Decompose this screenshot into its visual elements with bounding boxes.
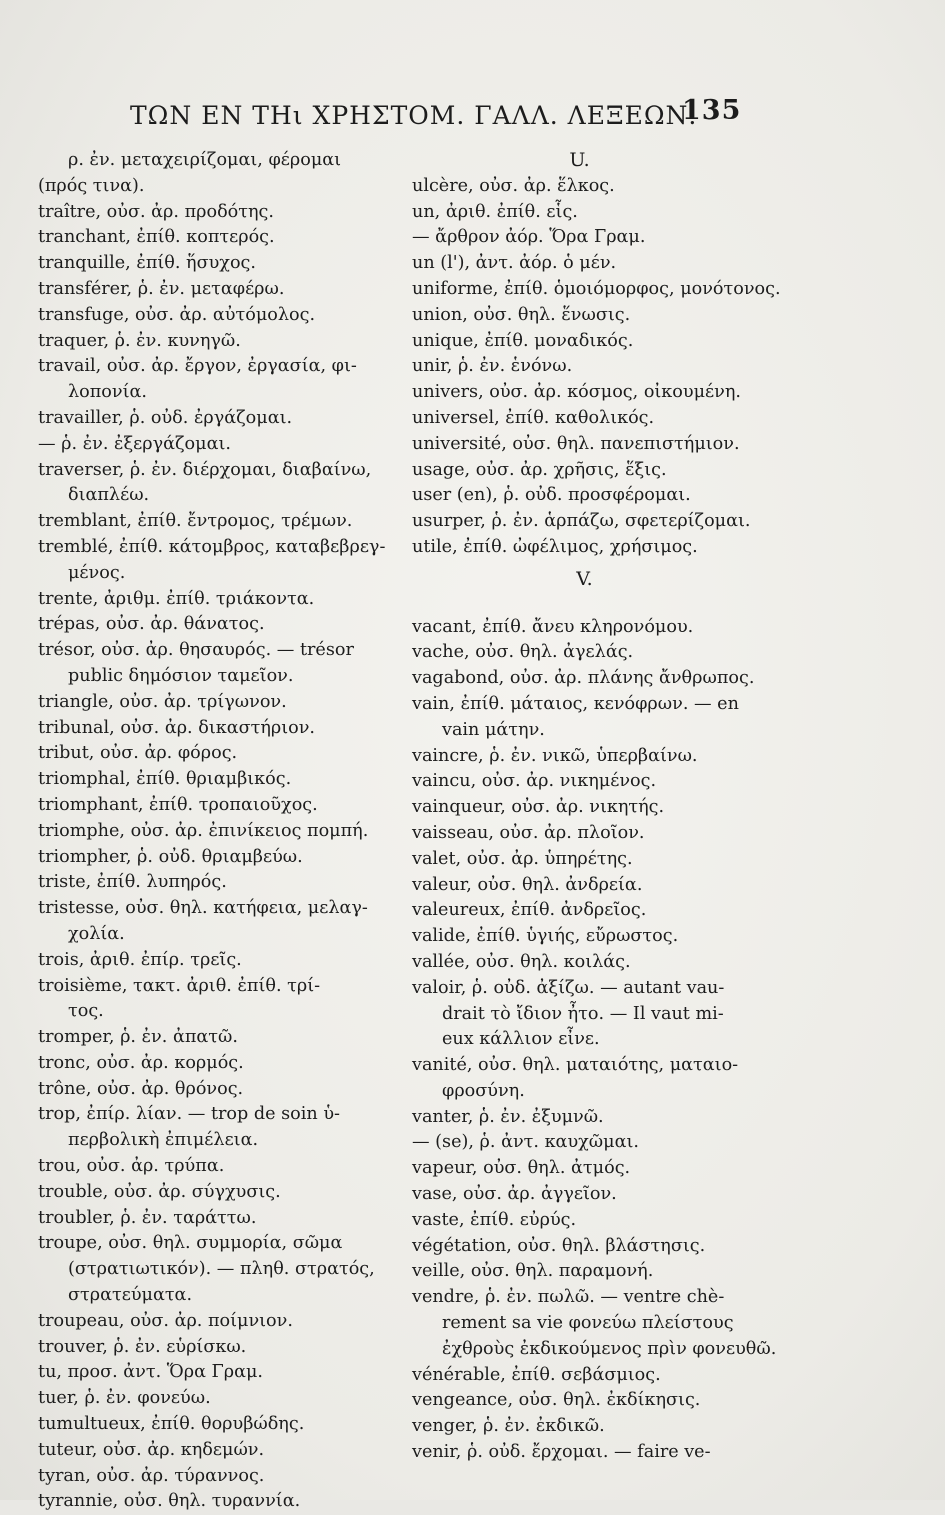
dictionary-entry-line: univers, οὐσ. ἀρ. κόσμος, οἰκουμένη. [412,382,741,403]
dictionary-entry-line: triomphant, ἐπίθ. τροπαιοῦχος. [38,794,318,815]
dictionary-entry-line: valeur, οὐσ. θηλ. ἀνδρεία. [412,874,643,895]
dictionary-entry-line: trop, ἐπίρ. λίαν. — trop de soin ὑ- [38,1104,340,1125]
dictionary-entry-line: usurper, ῥ. ἐν. ἁρπάζω, σφετερίζομαι. [412,511,751,532]
dictionary-entry-line: vacant, ἐπίθ. ἄνευ κληρονόμου. [412,616,694,637]
dictionary-entry-line: triangle, οὐσ. ἀρ. τρίγωνον. [38,691,287,712]
dictionary-entry-line: trou, οὐσ. ἀρ. τρύπα. [38,1156,225,1177]
dictionary-entry-line: περβολικὴ ἐπιμέλεια. [68,1130,259,1151]
dictionary-entry-line: trépas, οὐσ. ἀρ. θάνατος. [38,614,265,635]
dictionary-entry-line: — ἄρθρον ἀόρ. Ὅρα Γραμ. [412,227,646,248]
dictionary-entry-line: triompher, ῥ. οὐδ. θριαμβεύω. [38,846,303,867]
dictionary-entry-line: eux κάλλιον εἶνε. [442,1029,600,1050]
dictionary-entry-line: triste, ἐπίθ. λυπηρός. [38,872,227,893]
dictionary-entry-line: tribut, οὐσ. ἀρ. φόρος. [38,743,238,764]
dictionary-entry-line: (πρός τινα). [38,175,145,196]
dictionary-entry-line: universel, ἐπίθ. καθολικός. [412,407,655,428]
dictionary-entry-line: (στρατιωτικόν). — πληθ. στρατός, [68,1259,375,1280]
dictionary-entry-line: tremblant, ἐπίθ. ἔντρομος, τρέμων. [38,511,353,532]
dictionary-entry-line: vache, οὐσ. θηλ. ἀγελάς. [412,642,634,663]
section-letter-heading: V. [576,567,593,590]
dictionary-entry-line: tromper, ῥ. ἐν. ἀπατῶ. [38,1027,238,1048]
dictionary-entry-line: trésor, οὐσ. ἀρ. θησαυρός. — trésor [38,640,354,661]
dictionary-entry-line: valide, ἐπίθ. ὑγιής, εὔρωστος. [412,926,679,947]
dictionary-entry-line: trouble, οὐσ. ἀρ. σύγχυσις. [38,1181,281,1202]
section-letter-heading: U. [569,149,590,171]
dictionary-entry-line: tribunal, οὐσ. ἀρ. δικαστήριον. [38,717,315,738]
dictionary-entry-line: traverser, ῥ. ἐν. διέρχομαι, διαβαίνω, [38,459,372,480]
right-column [412,148,781,1466]
page-title: ΤΩΝ ΕΝ ΤΗι ΧΡΗΣΤΟΜ. ΓΑΛΛ. ΛΕΞΕΩΝ. [130,101,698,130]
dictionary-entry-line: διαπλέω. [68,485,150,506]
dictionary-entry-line: vanter, ῥ. ἐν. ἐξυμνῶ. [412,1106,604,1127]
dictionary-entry-line: ἐχθροὺς ἐκδικούμενος πρὶν φονευθῶ. [442,1338,777,1359]
dictionary-entry-line: trente, ἀριθμ. ἐπίθ. τριάκοντα. [38,588,315,609]
dictionary-entry-line: vase, οὐσ. ἀρ. ἀγγεῖον. [412,1184,617,1205]
dictionary-entry-line: veille, οὐσ. θηλ. παραμονή. [412,1261,654,1282]
dictionary-entry-line: vain μάτην. [442,719,545,740]
dictionary-entry-line: tremblé, ἐπίθ. κάτομβρος, καταβεβρεγ- [38,536,386,557]
dictionary-entry-line: tumultueux, ἐπίθ. θορυβώδης. [38,1414,305,1435]
dictionary-entry-line: rement sa vie φονεύω πλείστους [442,1313,734,1334]
dictionary-entry-line: union, οὐσ. θηλ. ἕνωσις. [412,304,631,325]
dictionary-entry-line: tyrannie, οὐσ. θηλ. τυραννία. [38,1491,301,1512]
dictionary-entry-line: vengeance, οὐσ. θηλ. ἐκδίκησις. [412,1390,701,1411]
dictionary-entry-line: troupeau, οὐσ. ἀρ. ποίμνιον. [38,1310,293,1331]
dictionary-entry-line: στρατεύματα. [68,1285,193,1306]
dictionary-entry-line: tuteur, οὐσ. ἀρ. κηδεμών. [38,1439,265,1460]
dictionary-entry-line: vaincre, ῥ. ἐν. νικῶ, ὑπερβαίνω. [412,745,698,766]
dictionary-entry-line: vagabond, οὐσ. ἀρ. πλάνης ἄνθρωπος. [412,668,755,689]
dictionary-entry-line: tristesse, οὐσ. θηλ. κατήφεια, μελαγ- [38,898,368,919]
dictionary-entry-line: χολία. [68,923,125,944]
dictionary-entry-line: troubler, ῥ. ἐν. ταράττω. [38,1207,257,1228]
dictionary-entry-line: traquer, ῥ. ἐν. κυνηγῶ. [38,330,241,351]
dictionary-entry-line: trône, οὐσ. ἀρ. θρόνος. [38,1078,244,1099]
dictionary-entry-line: troupe, οὐσ. θηλ. συμμορία, σῶμα [38,1233,343,1254]
dictionary-entry-line: tuer, ῥ. ἐν. φονεύω. [38,1388,211,1409]
dictionary-entry-line: tronc, οὐσ. ἀρ. κορμός. [38,1052,244,1073]
dictionary-entry-line: λοπονία. [68,382,147,403]
dictionary-entry-line: vendre, ῥ. ἐν. πωλῶ. — ventre chè- [412,1287,725,1308]
dictionary-entry-line: — (se), ῥ. ἀντ. καυχῶμαι. [412,1132,639,1153]
dictionary-entry-line: traître, οὐσ. ἀρ. προδότης. [38,201,274,222]
dictionary-entry-line: utile, ἐπίθ. ὠφέλιμος, χρήσιμος. [412,536,698,557]
page-number: 135 [682,95,742,126]
dictionary-entry-line: vallée, οὐσ. θηλ. κοιλάς. [412,951,631,972]
dictionary-entry-line: user (en), ῥ. οὐδ. προσφέρομαι. [412,485,691,506]
dictionary-entry-line: tranquille, ἐπίθ. ἥσυχος. [38,253,256,274]
dictionary-entry-line: — ῥ. ἐν. ἐξεργάζομαι. [38,433,231,454]
dictionary-entry-line: drait τὸ ἴδιον ἦτο. — Il vaut mi- [442,1003,724,1024]
dictionary-entry-line: travail, οὐσ. ἀρ. ἔργον, ἐργασία, φι- [38,356,357,377]
dictionary-entry-line: public δημόσιον ταμεῖον. [68,665,294,686]
dictionary-entry-line: uniforme, ἐπίθ. ὁμοιόμορφος, μονότονος. [412,278,781,299]
dictionary-entry-line: vaste, ἐπίθ. εὐρύς. [412,1209,577,1230]
dictionary-entry-line: vénérable, ἐπίθ. σεβάσμιος. [412,1364,661,1385]
left-column [38,148,386,1515]
dictionary-entry-line: μένος. [68,562,126,583]
dictionary-entry-line: vanité, οὐσ. θηλ. ματαιότης, ματαιο- [412,1055,739,1076]
dictionary-entry-line: université, οὐσ. θηλ. πανεπιστήμιον. [412,433,740,454]
dictionary-entry-line: un, ἀριθ. ἐπίθ. εἷς. [412,201,578,222]
dictionary-entry-line: vaisseau, οὐσ. ἀρ. πλοῖον. [412,822,645,843]
dictionary-entry-line: un (l'), ἀντ. ἀόρ. ὁ μέν. [412,253,617,274]
dictionary-entry-line: unique, ἐπίθ. μοναδικός. [412,330,634,351]
dictionary-entry-line: valeureux, ἐπίθ. ἀνδρεῖος. [412,900,647,921]
dictionary-entry-line: vaincu, οὐσ. ἀρ. νικημένος. [412,771,657,792]
dictionary-entry-line: usage, οὐσ. ἀρ. χρῆσις, ἕξις. [412,459,667,480]
dictionary-entry-line: tyran, οὐσ. ἀρ. τύραννος. [38,1465,265,1486]
dictionary-entry-line: valet, οὐσ. ἀρ. ὑπηρέτης. [412,848,633,869]
dictionary-entry-line: τος. [68,1001,104,1022]
dictionary-entry-line: transfuge, οὐσ. ἀρ. αὐτόμολος. [38,304,316,325]
dictionary-entry-line: ulcère, οὐσ. ἀρ. ἕλκος. [412,175,615,196]
dictionary-entry-line: travailler, ῥ. οὐδ. ἐργάζομαι. [38,407,293,428]
dictionary-entry-line: venir, ῥ. οὐδ. ἔρχομαι. — faire ve- [412,1442,711,1463]
dictionary-entry-line: tu, προσ. ἀντ. Ὅρα Γραμ. [38,1362,264,1383]
dictionary-entry-line: trois, ἀριθ. ἐπίρ. τρεῖς. [38,949,242,970]
dictionary-entry-line: venger, ῥ. ἐν. ἐκδικῶ. [412,1416,605,1437]
dictionary-entry-line: ρ. ἐν. μεταχειρίζομαι, φέρομαι [68,150,342,170]
dictionary-entry-line: triomphe, οὐσ. ἀρ. ἐπινίκειος πομπή. [38,820,369,841]
dictionary-entry-line: vain, ἐπίθ. μάταιος, κενόφρων. — en [412,693,739,714]
dictionary-entry-line: transférer, ῥ. ἐν. μεταφέρω. [38,278,285,299]
dictionary-entry-line: tranchant, ἐπίθ. κοπτερός. [38,227,275,248]
dictionary-entry-line: valoir, ῥ. οὐδ. ἀξίζω. — autant vau- [412,977,725,998]
dictionary-entry-line: triomphal, ἐπίθ. θριαμβικός. [38,769,292,790]
dictionary-entry-line: végétation, οὐσ. θηλ. βλάστησις. [412,1235,706,1256]
dictionary-entry-line: troisième, τακτ. ἀριθ. ἐπίθ. τρί- [38,975,321,996]
dictionary-entry-line: unir, ῥ. ἐν. ἑνόνω. [412,356,573,377]
dictionary-entry-line: trouver, ῥ. ἐν. εὑρίσκω. [38,1336,247,1357]
dictionary-entry-line: vapeur, οὐσ. θηλ. ἀτμός. [412,1158,631,1179]
dictionary-entry-line: φροσύνη. [442,1080,525,1101]
dictionary-entry-line: vainqueur, οὐσ. ἀρ. νικητής. [412,797,665,818]
